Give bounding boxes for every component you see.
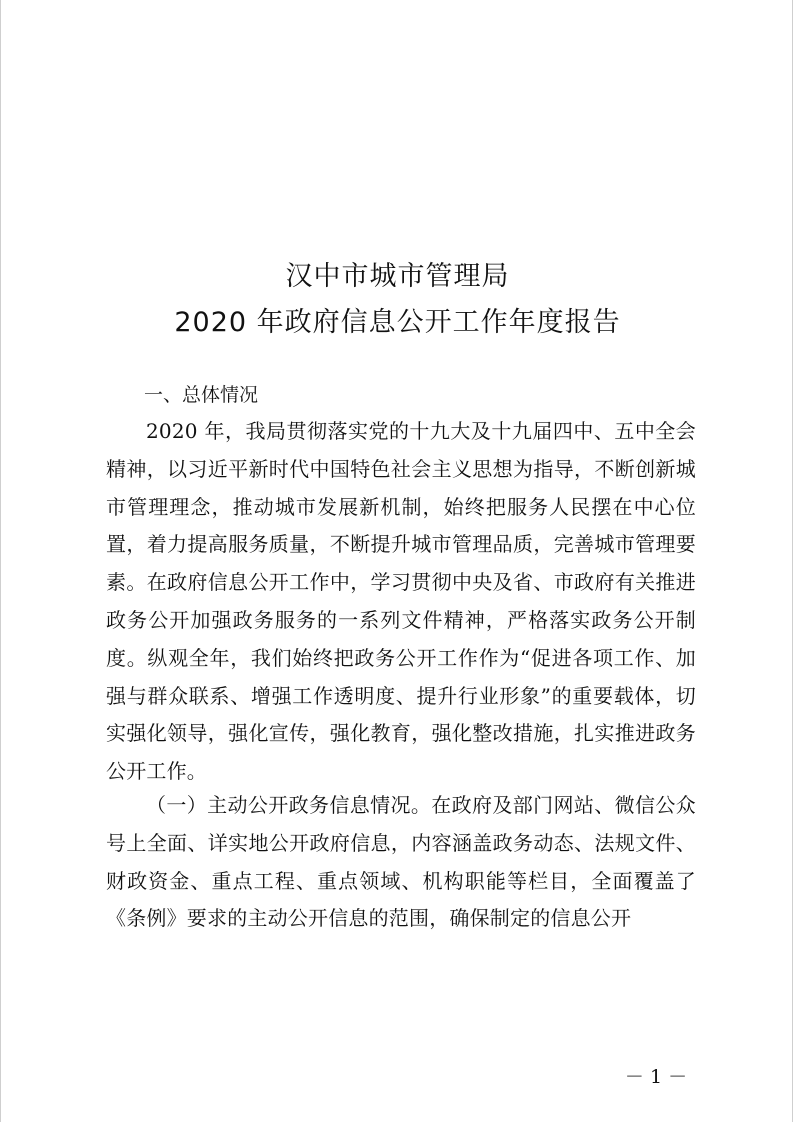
paragraph-overview: 2020 年，我局贯彻落实党的十九大及十九届四中、五中全会精神，以习近平新时代中国特色社会主义思想为指导，不断创新城市管理理念，推动城市发展新机制，始终把服务人民摆在中心位置，着力提高服务质量，不断提升城市管理品质，完善城市管理要素。在政府信息公开工作中，学习贯彻中央及省、市政府有关推进政务公开加强政务服务的一系列文件精神，严格落实政务公开制度。纵观全年，我们始终把政务公开工作作为“促进各项工作、加强与群众联系、增强工作透明度、提升行业形象”的重要载体，切实强化领导，强化宣传，强化教育，强化整改措施，扎实推进政务公开工作。 — [106, 419, 696, 784]
section-heading-overview: 一、总体情况 — [144, 384, 259, 406]
document-title-line-2: 2020 年政府信息公开工作年度报告 — [174, 307, 621, 338]
paragraph-proactive-disclosure — [106, 787, 696, 938]
page-number: － 1 － — [624, 1066, 688, 1088]
paragraph-lead-heading: （一）主动公开政务信息情况。 — [146, 793, 432, 817]
paragraph-body-text: 在政府及部门网站、微信公众号上全面、详实地公开政府信息，内容涵盖政务动态、法规文件、财政资金、重点工程、重点领域、机构职能等栏目，全面覆盖了《条例》要求的主动公开信息的范围，确保制定的信息公开 — [106, 793, 696, 931]
document-title-line-1: 汉中市城市管理局 — [285, 261, 510, 292]
